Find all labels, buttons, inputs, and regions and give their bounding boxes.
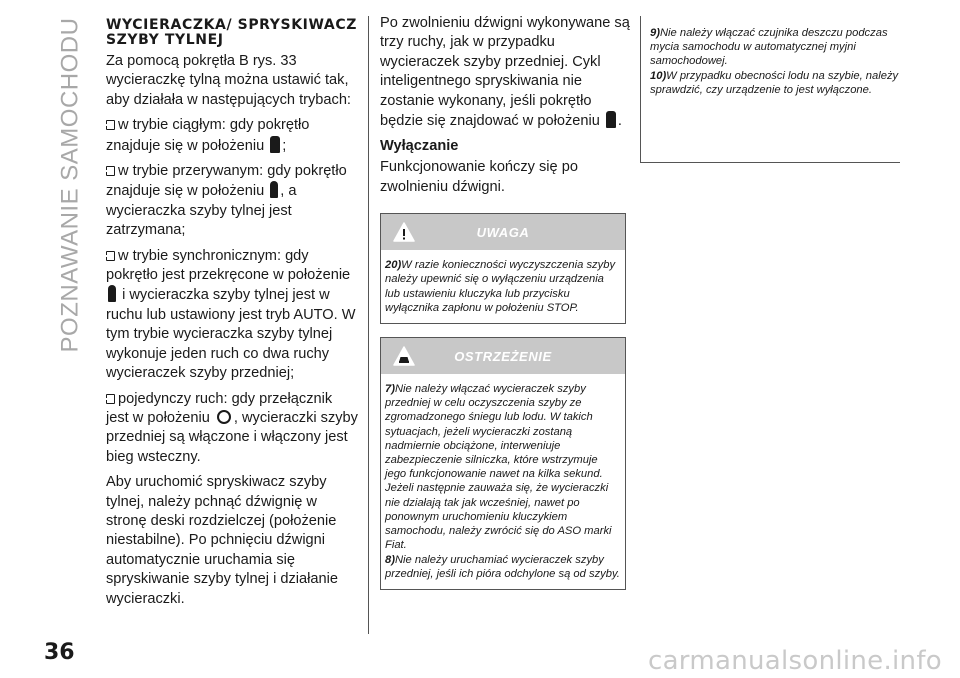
mode-item-synchronous: w trybie synchronicznym: gdy pokrętło jest przekręcone w położenie i wycieraczka szyby tylnej jest w ruchu lub ustawiony jest tryb AUTO. W tym trybie wycieraczka szyby tylnej wykonuje jeden ruch co dwa ruchy wycieraczek szyby przedniej;: [106, 247, 356, 382]
warning-note-7: 7)Nie należy włączać wycieraczek szyby przedniej w celu oczyszczenia szyby ze zgromadzonego śniegu lub lodu. W takich sytuacjach, jeżeli wycieraczki zostaną nadmiernie obciążone, interweniuje zabezpieczenie silniczka, które wstrzymuje jego funkcjonowanie nawet na kilka sekund. Jeżeli następnie zauważa się, że wycieraczki nie działają tak jak wcześniej, nawet po ponownym uruchomieniu kluczykiem samochodu, należy zwrócić się do ASO marki Fiat.: [385, 383, 612, 552]
washer-paragraph: Aby uruchomić spryskiwacz szyby tylnej, należy pchnąć dźwignię w stronę deski rozdzielczej (położenie niestabilne). Po pchnięciu dźwigni automatycznie uruchamia się spryskiwanie szyby tylnej i działanie wycieraczki.: [106, 474, 338, 607]
warning-triangle-icon: [393, 222, 415, 242]
warning-title: OSTRZEŻENIE: [454, 348, 552, 364]
column-3: [650, 26, 900, 97]
footnote-10: 10)W przypadku obecności lodu na szybie, należy sprawdzić, czy urządzenie to jest wyłączone.: [650, 69, 899, 96]
intro-paragraph: Za pomocą pokrętła B rys. 33 wycieraczkę tylną można ustawić tak, aby działała w następujących trybach:: [106, 53, 351, 108]
watermark: carmanualsonline.info: [647, 646, 942, 676]
bullet-icon: [106, 120, 115, 130]
column-1: [106, 14, 358, 615]
caution-body: [381, 250, 625, 323]
caution-title: UWAGA: [476, 224, 530, 240]
position-single-icon: [217, 410, 231, 424]
footnote-divider: [640, 162, 900, 163]
warning-box: [380, 337, 626, 590]
release-paragraph: Po zwolnieniu dźwigni wykonywane są trzy ruchy, jak w przypadku wycieraczek szyby przedniej. Cykl inteligentnego spryskiwania nie zostanie wykonany, jeśli pokrętło będzie się znajdować w położeniu .: [380, 15, 630, 130]
warning-header: [381, 338, 625, 374]
bullet-icon: [106, 394, 115, 404]
warning-note-8: 8)Nie należy uruchamiać wycieraczek szyby przedniej, jeśli ich pióra odchylone są od szyby.: [385, 553, 620, 580]
column-divider-1: [368, 16, 369, 634]
bullet-icon: [106, 251, 115, 261]
page-number: 36: [44, 640, 75, 665]
position-continuous-icon: [270, 136, 280, 153]
caution-box: [380, 213, 626, 324]
subsection-title: Wyłączanie: [380, 138, 459, 155]
stop-paragraph: Funkcjonowanie kończy się po zwolnieniu dźwigni.: [380, 159, 578, 195]
column-2: [380, 14, 630, 590]
column-divider-2: [640, 16, 641, 163]
caution-note: 20)W razie konieczności wyczyszczenia szyby należy upewnić się o wyłączeniu urządzenia lub ustawieniu kluczyka lub przycisku wyłącznika zapłonu w położeniu STOP.: [385, 259, 616, 314]
car-warning-icon: [393, 346, 415, 366]
position-intermittent-icon: [270, 181, 278, 198]
column-1-body: [106, 52, 358, 609]
footnote-9: 9)Nie należy włączać czujnika deszczu podczas mycia samochodu w automatycznej myjni samochodowej.: [650, 27, 888, 68]
mode-item-continuous: w trybie ciągłym: gdy pokrętło znajduje się w położeniu ;: [106, 117, 310, 154]
mode-item-intermittent: w trybie przerywanym: gdy pokrętło znajduje się w położeniu , a wycieraczka szyby tylnej jest zatrzymana;: [106, 163, 347, 239]
side-section-label: POZNAWANIE SAMOCHODU: [56, 17, 83, 353]
section-title: WYCIERACZKA/ SPRYSKIWACZ SZYBY TYLNEJ: [106, 17, 357, 48]
position-continuous-icon: [606, 111, 616, 128]
position-synchronous-icon: [108, 285, 116, 302]
warning-body: [381, 374, 625, 589]
caution-header: [381, 214, 625, 250]
column-2-body: [380, 14, 630, 197]
bullet-icon: [106, 166, 115, 176]
mode-item-single: pojedynczy ruch: gdy przełącznik jest w położeniu , wycieraczki szyby przedniej są włączone i włączony jest bieg wsteczny.: [106, 390, 358, 465]
